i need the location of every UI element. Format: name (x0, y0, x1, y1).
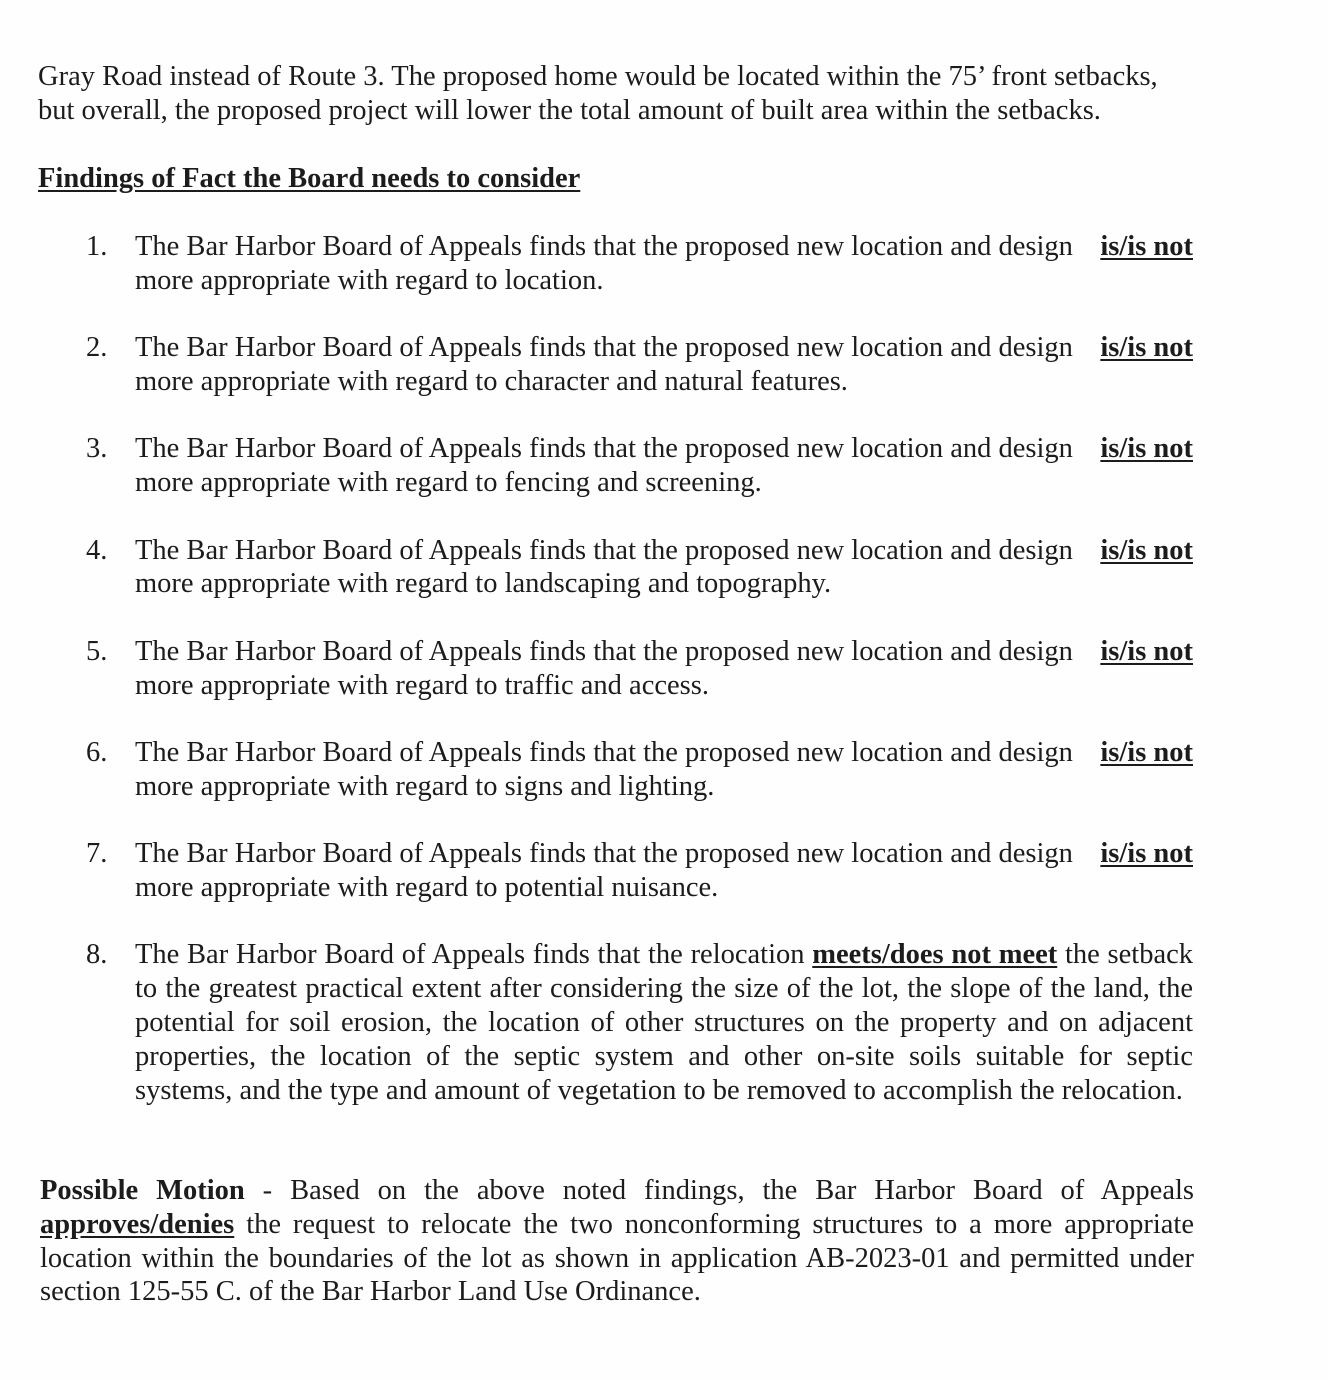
motion-separator: - (244, 1175, 291, 1206)
finding-text (135, 837, 1193, 905)
finding-text (135, 736, 1193, 804)
finding-tail: more appropriate with regard to fencing and screening. (135, 467, 762, 499)
finding-tail: more appropriate with regard to landscaping and topography. (135, 568, 832, 600)
finding-text (135, 432, 1193, 500)
finding-keyword: is/is not (1100, 635, 1193, 667)
finding-number: 6. (86, 736, 108, 768)
finding-number: 5. (86, 635, 108, 667)
section-heading: Findings of Fact the Board needs to consider (38, 163, 581, 194)
finding-text (135, 331, 1193, 399)
finding-number: 1. (86, 231, 108, 262)
motion-label: Possible Motion (40, 1175, 245, 1206)
finding-item-3 (0, 432, 1328, 500)
finding-keyword: is/is not (1100, 332, 1193, 364)
motion-keyword: approves/denies (40, 1208, 235, 1240)
finding-lead: The Bar Harbor Board of Appeals finds that the proposed new location and design (135, 231, 1073, 262)
finding-text (135, 635, 1193, 703)
finding-lead: The Bar Harbor Board of Appeals finds that the proposed new location and design (135, 534, 1073, 566)
motion-tail: the request to relocate the two nonconforming structures to a more appropriate location within the boundaries of the lot as shown in application AB-2023-01 and permitted under section 125-55 C. of the Bar Harbor Land Use Ordinance. (40, 1208, 1194, 1308)
finding-item-8 (0, 938, 1328, 1107)
finding-number: 7. (86, 838, 108, 870)
finding-keyword: is/is not (1100, 534, 1193, 566)
finding-text (135, 534, 1193, 602)
finding-lead: The Bar Harbor Board of Appeals finds that the relocation (135, 939, 805, 971)
finding-keyword: is/is not (1100, 433, 1193, 465)
findings-list (0, 230, 1328, 1141)
finding-item-1 (0, 230, 1328, 298)
finding-lead: The Bar Harbor Board of Appeals finds that the proposed new location and design (135, 838, 1073, 870)
finding-number: 2. (86, 332, 108, 364)
finding-keyword: is/is not (1100, 736, 1193, 768)
finding-item-7 (0, 837, 1328, 905)
finding-lead: The Bar Harbor Board of Appeals finds that the proposed new location and design (135, 332, 1073, 364)
finding-text (135, 230, 1193, 298)
finding-tail: more appropriate with regard to traffic and access. (135, 669, 709, 701)
finding-number: 3. (86, 433, 108, 465)
finding-lead: The Bar Harbor Board of Appeals finds that the proposed new location and design (135, 736, 1073, 768)
finding-item-4 (0, 534, 1328, 602)
motion-lead: Based on the above noted findings, the Bar Harbor Board of Appeals (290, 1175, 1194, 1206)
finding-tail: more appropriate with regard to location. (135, 264, 604, 296)
finding-text (135, 938, 1193, 1107)
finding-tail: the setback to the greatest practical extent after considering the size of the lot, the slope of the land, the potential for soil erosion, the location of other structures on the property and on adjacent properties, the location of the septic system and other on-site soils suitable for septic systems, and the type and amount of vegetation to be removed to accomplish the relocation. (135, 939, 1194, 1106)
intro-paragraph: Gray Road instead of Route 3. The proposed home would be located within the 75’ front setbacks, but overall, the proposed project will lower the total amount of built area within the setbacks. (38, 61, 1158, 126)
finding-tail: more appropriate with regard to potential nuisance. (135, 871, 719, 903)
finding-number: 4. (86, 534, 108, 566)
finding-number: 8. (86, 939, 108, 971)
finding-keyword: meets/does not meet (812, 939, 1058, 971)
finding-lead: The Bar Harbor Board of Appeals finds that the proposed new location and design (135, 635, 1073, 667)
finding-tail: more appropriate with regard to character and natural features. (135, 365, 848, 397)
finding-tail: more appropriate with regard to signs and lighting. (135, 770, 715, 802)
finding-lead: The Bar Harbor Board of Appeals finds that the proposed new location and design (135, 433, 1073, 465)
finding-item-2 (0, 331, 1328, 399)
finding-item-6 (0, 736, 1328, 804)
possible-motion-paragraph (40, 1174, 1194, 1309)
finding-item-5 (0, 635, 1328, 703)
finding-keyword: is/is not (1100, 231, 1193, 262)
finding-keyword: is/is not (1100, 838, 1193, 870)
